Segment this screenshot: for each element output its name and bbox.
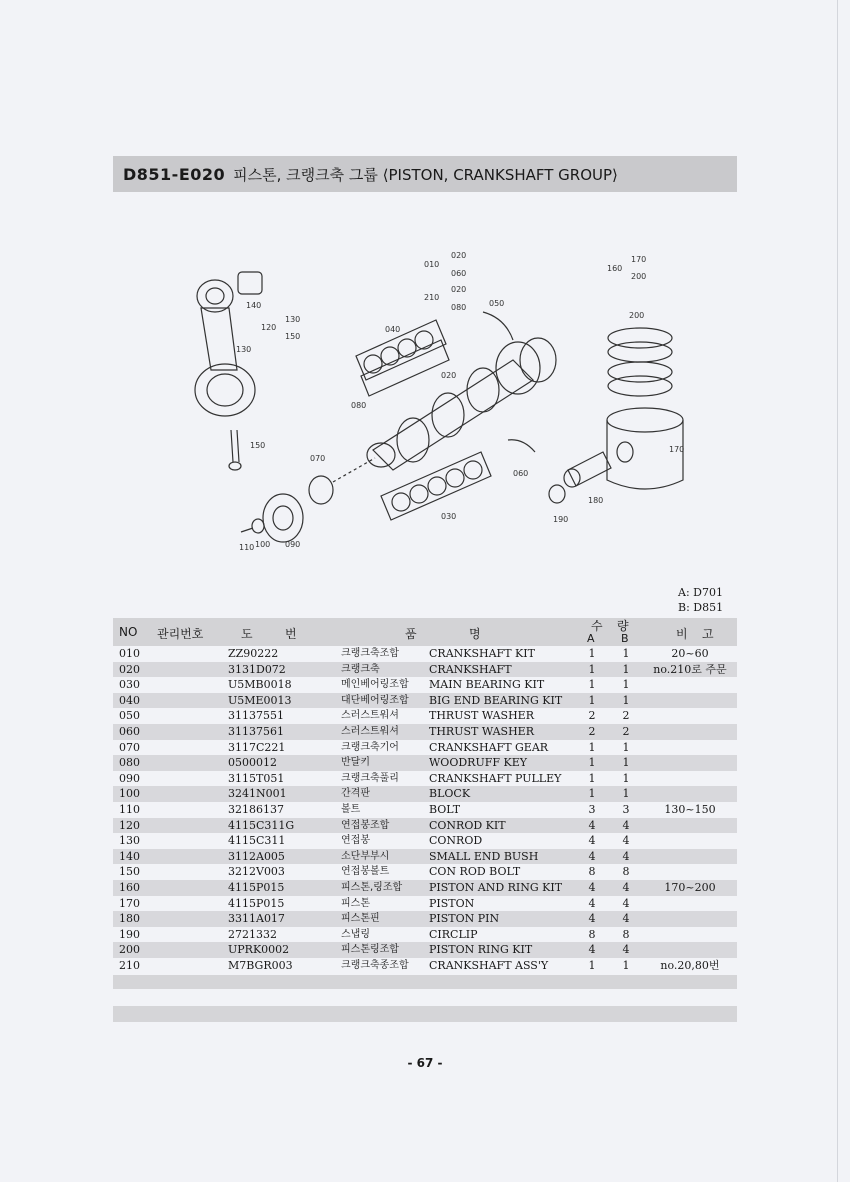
bottom-bar <box>113 1006 737 1022</box>
table-row <box>113 662 737 678</box>
cell-no: 080 <box>119 756 140 770</box>
cell-qty-b: 1 <box>622 756 630 770</box>
crankshaft-drawing <box>367 338 556 470</box>
col-qty-a: A <box>587 632 595 645</box>
cell-qty-a: 8 <box>588 865 596 879</box>
cell-qty-a: 1 <box>588 958 596 972</box>
bearing-set-lower-drawing <box>381 452 491 520</box>
cell-no: 150 <box>119 865 140 879</box>
col-drawing-2: 번 <box>285 627 297 641</box>
cell-part-number: 4115C311G <box>228 818 295 832</box>
cell-part-number: 32186137 <box>228 802 284 816</box>
cell-qty-a: 1 <box>588 756 596 770</box>
cell-name-korean: 대단베어링조합 <box>341 694 409 706</box>
cell-no: 030 <box>119 678 140 692</box>
cell-qty-b: 4 <box>622 880 630 894</box>
cell-name-english: PISTON <box>429 896 475 910</box>
cell-part-number: U5MB0018 <box>228 678 292 692</box>
cell-qty-a: 3 <box>588 802 596 816</box>
thrust-washer-lower-drawing <box>508 440 535 452</box>
cell-part-number: 31137551 <box>228 709 284 723</box>
label-100: 100 <box>255 540 271 549</box>
parts-table <box>113 618 737 989</box>
cell-name-english: MAIN BEARING KIT <box>429 678 545 692</box>
cell-qty-b: 8 <box>622 865 630 879</box>
piston-rings-drawing <box>608 328 672 396</box>
cell-remark: no.20,80번 <box>660 958 720 972</box>
cell-qty-a: 2 <box>588 724 596 738</box>
cell-name-korean: 소단부부시 <box>341 850 390 862</box>
cell-qty-b: 4 <box>622 818 630 832</box>
cell-qty-b: 2 <box>622 724 630 738</box>
table-row <box>113 818 737 834</box>
label-170b: 170 <box>669 445 685 454</box>
label-020b: 020 <box>451 285 467 294</box>
cell-name-english: BLOCK <box>429 787 471 801</box>
exploded-parts-diagram <box>113 200 737 570</box>
cell-qty-b: 4 <box>622 849 630 863</box>
label-080a: 080 <box>451 303 467 312</box>
label-130a: 130 <box>285 315 301 324</box>
cell-name-english: PISTON PIN <box>429 912 500 926</box>
label-020a: 020 <box>451 251 467 260</box>
table-row <box>113 911 737 927</box>
cell-part-number: UPRK0002 <box>228 943 290 957</box>
label-070: 070 <box>310 454 326 463</box>
table-row <box>113 755 737 771</box>
label-040: 040 <box>385 325 401 334</box>
cell-qty-b: 1 <box>622 958 630 972</box>
col-qty-b: B <box>621 632 629 645</box>
cell-no: 160 <box>119 880 140 894</box>
cell-name-korean: 크랭크축기어 <box>341 741 399 753</box>
label-130b: 130 <box>236 345 252 354</box>
table-row <box>113 646 737 662</box>
label-170a: 170 <box>631 255 647 264</box>
col-qty-2: 량 <box>617 619 629 633</box>
bearing-set-upper-drawing <box>356 320 449 396</box>
cell-no: 130 <box>119 834 140 848</box>
cell-name-korean: 반달키 <box>341 757 370 769</box>
label-150a: 150 <box>285 332 301 341</box>
cell-qty-a: 4 <box>588 834 596 848</box>
label-150b: 150 <box>250 441 266 450</box>
cell-part-number: 3241N001 <box>228 787 287 801</box>
cell-remark: 170~200 <box>664 880 716 894</box>
table-row <box>113 864 737 880</box>
label-050: 050 <box>489 299 505 308</box>
cell-qty-a: 2 <box>588 709 596 723</box>
cell-no: 010 <box>119 647 140 660</box>
cell-qty-b: 8 <box>622 927 630 941</box>
table-row <box>113 942 737 958</box>
cell-name-english: CONROD <box>429 834 483 848</box>
cell-no: 110 <box>119 802 140 816</box>
table-row <box>113 771 737 787</box>
cell-qty-b: 1 <box>622 662 630 676</box>
table-row <box>113 896 737 912</box>
cell-name-english: SMALL END BUSH <box>429 849 539 863</box>
cell-part-number: 2721332 <box>228 927 277 941</box>
cell-part-number: U5ME0013 <box>228 693 292 707</box>
col-remark-1: 비 <box>676 627 688 641</box>
cell-qty-b: 4 <box>622 912 630 926</box>
cell-name-korean: 크랭크축조합 <box>341 648 399 659</box>
cell-no: 050 <box>119 709 140 723</box>
cell-name-english: CON ROD BOLT <box>429 865 521 879</box>
page-edge <box>837 0 838 1182</box>
col-remark-2: 고 <box>702 627 714 641</box>
piston-pin-drawing <box>564 452 611 487</box>
label-020c: 020 <box>441 371 457 380</box>
cell-qty-b: 1 <box>622 740 630 754</box>
label-210: 210 <box>424 293 440 302</box>
cell-no: 190 <box>119 927 140 941</box>
label-190: 190 <box>553 515 569 524</box>
section-title-bar <box>113 156 737 192</box>
cell-qty-a: 1 <box>588 647 596 660</box>
cell-qty-a: 4 <box>588 818 596 832</box>
circlip-drawing <box>549 485 565 503</box>
cell-name-english: BOLT <box>429 802 461 816</box>
cell-name-korean: 피스톤 <box>341 897 370 909</box>
col-name-1: 품 <box>405 627 417 641</box>
cell-no: 120 <box>119 818 140 832</box>
cell-name-korean: 피스톤핀 <box>341 913 380 925</box>
label-140: 140 <box>246 301 262 310</box>
col-drawing-1: 도 <box>241 627 253 641</box>
table-row <box>113 958 737 974</box>
cell-qty-a: 8 <box>588 927 596 941</box>
cell-qty-b: 1 <box>622 647 630 660</box>
cell-name-korean: 연접봉 <box>341 835 370 847</box>
cell-name-english: WOODRUFF KEY <box>429 756 527 770</box>
table-row <box>113 833 737 849</box>
cell-name-korean: 피스톤,링조합 <box>341 881 403 893</box>
cell-qty-b: 3 <box>622 802 630 816</box>
cell-part-number: ZZ90222 <box>228 647 279 660</box>
cell-name-korean: 크랭크축풀리 <box>341 772 399 784</box>
cell-name-english: PISTON AND RING KIT <box>429 880 563 894</box>
cell-name-korean: 피스톤링조합 <box>341 944 399 956</box>
cell-qty-a: 1 <box>588 787 596 801</box>
cell-qty-a: 1 <box>588 678 596 692</box>
cell-qty-a: 1 <box>588 771 596 785</box>
cell-name-english: CRANKSHAFT KIT <box>429 647 535 660</box>
label-060b: 060 <box>513 469 529 478</box>
cell-no: 020 <box>119 662 140 676</box>
legend-b: B: D851 <box>678 601 724 614</box>
cell-qty-b: 2 <box>622 709 630 723</box>
table-header <box>113 618 737 646</box>
cell-part-number: 31137561 <box>228 724 284 738</box>
cell-name-english: CONROD KIT <box>429 818 506 832</box>
cell-no: 060 <box>119 724 140 738</box>
cell-no: 090 <box>119 771 140 785</box>
gear-pulley-drawing <box>241 458 375 542</box>
table-row <box>113 724 737 740</box>
cell-remark: 20~60 <box>671 647 709 660</box>
cell-name-korean: 크랭크축종조합 <box>341 959 409 971</box>
cell-name-english: CRANKSHAFT <box>429 662 512 676</box>
cell-name-korean: 스냅링 <box>341 928 370 940</box>
cell-part-number: 3212V003 <box>228 865 285 879</box>
cell-qty-a: 4 <box>588 912 596 926</box>
cell-name-korean: 볼트 <box>341 803 361 815</box>
cell-qty-b: 1 <box>622 693 630 707</box>
cell-part-number: 3311A017 <box>228 912 285 926</box>
label-160: 160 <box>607 264 623 273</box>
diagram-svg <box>113 200 737 570</box>
col-qty-1: 수 <box>591 619 603 633</box>
cell-name-english: BIG END BEARING KIT <box>429 693 563 707</box>
table-body <box>113 646 737 973</box>
cell-part-number: 3117C221 <box>228 740 286 754</box>
cell-name-korean: 크랭크축 <box>341 663 380 675</box>
cell-name-korean: 메인베어링조합 <box>341 679 409 691</box>
label-030: 030 <box>441 512 457 521</box>
cell-no: 070 <box>119 740 140 754</box>
cell-part-number: M7BGR003 <box>228 958 293 972</box>
label-120: 120 <box>261 323 277 332</box>
section-title: 피스톤, 크랭크축 그룹 ⟨PISTON, CRANKSHAFT GROUP⟩ <box>233 165 618 184</box>
table-row <box>113 927 737 943</box>
table-row <box>113 802 737 818</box>
cell-qty-b: 4 <box>622 943 630 957</box>
label-110: 110 <box>239 543 255 552</box>
cell-name-korean: 연접봉볼트 <box>341 866 390 878</box>
cell-qty-a: 1 <box>588 662 596 676</box>
cell-qty-a: 4 <box>588 943 596 957</box>
cell-no: 180 <box>119 912 140 926</box>
cell-qty-a: 4 <box>588 849 596 863</box>
cell-name-english: CRANKSHAFT GEAR <box>429 740 549 754</box>
cell-name-english: CRANKSHAFT ASS'Y <box>429 958 549 972</box>
model-legend <box>678 585 723 615</box>
cell-part-number: 3131D072 <box>228 662 286 676</box>
table-row <box>113 880 737 896</box>
label-010: 010 <box>424 260 440 269</box>
col-mgmt: 관리번호 <box>157 627 204 641</box>
cell-no: 040 <box>119 693 140 707</box>
cell-qty-b: 4 <box>622 896 630 910</box>
cell-qty-a: 4 <box>588 896 596 910</box>
cell-name-english: PISTON RING KIT <box>429 943 533 957</box>
cell-remark: 130~150 <box>664 802 716 816</box>
cell-name-korean: 스러스트워셔 <box>341 710 399 722</box>
table-row <box>113 693 737 709</box>
cell-qty-b: 1 <box>622 787 630 801</box>
cell-no: 200 <box>119 943 140 957</box>
cell-no: 210 <box>119 958 140 972</box>
cell-no: 170 <box>119 896 140 910</box>
cell-qty-a: 1 <box>588 693 596 707</box>
label-180: 180 <box>588 496 604 505</box>
cell-name-english: THRUST WASHER <box>429 724 534 738</box>
cell-part-number: 4115P015 <box>228 880 285 894</box>
table-row <box>113 740 737 756</box>
cell-part-number: 4115P015 <box>228 896 285 910</box>
cell-no: 100 <box>119 787 140 801</box>
cell-part-number: 4115C311 <box>228 834 286 848</box>
cell-part-number: 3112A005 <box>228 849 285 863</box>
cell-part-number: 0500012 <box>228 756 277 770</box>
cell-qty-b: 1 <box>622 678 630 692</box>
label-200b: 200 <box>629 311 645 320</box>
table-row <box>113 677 737 693</box>
label-090: 090 <box>285 540 301 549</box>
cell-qty-b: 1 <box>622 771 630 785</box>
table-row <box>113 849 737 865</box>
cell-name-korean: 연접봉조합 <box>341 819 390 831</box>
cell-name-english: CIRCLIP <box>429 927 478 941</box>
thrust-washer-upper-drawing <box>483 312 513 340</box>
cell-name-english: CRANKSHAFT PULLEY <box>429 771 562 785</box>
cell-name-korean: 간격판 <box>341 788 370 800</box>
cell-part-number: 3115T051 <box>228 771 285 785</box>
cell-qty-a: 4 <box>588 880 596 894</box>
legend-a: A: D701 <box>678 586 723 599</box>
cell-name-english: THRUST WASHER <box>429 709 534 723</box>
col-name-2: 명 <box>469 627 481 641</box>
table-row <box>113 786 737 802</box>
cell-qty-b: 4 <box>622 834 630 848</box>
cell-name-korean: 스러스트워셔 <box>341 725 399 737</box>
cell-qty-a: 1 <box>588 740 596 754</box>
section-code: D851-E020 <box>123 164 226 184</box>
col-no: NO <box>119 625 138 639</box>
table-row <box>113 708 737 724</box>
page-number: - 67 - <box>407 1056 443 1070</box>
label-080b: 080 <box>351 401 367 410</box>
label-060a: 060 <box>451 269 467 278</box>
cell-no: 140 <box>119 849 140 863</box>
label-200a: 200 <box>631 272 647 281</box>
cell-remark: no.210로 주문 <box>653 662 727 676</box>
table-footer-bar <box>113 975 737 989</box>
